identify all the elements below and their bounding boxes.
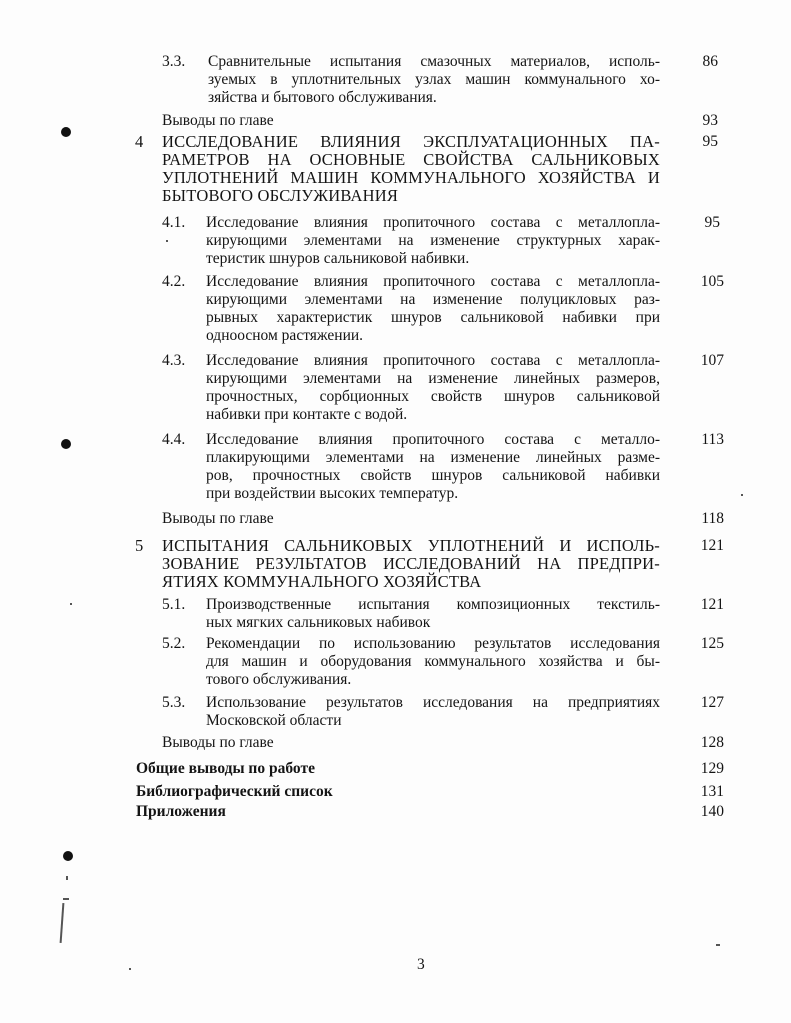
- section-number: 5.1.: [162, 596, 186, 613]
- scan-mark: [60, 903, 65, 943]
- page-ref: 128: [700, 734, 724, 751]
- chapter-title: ИССЛЕДОВАНИЕ ВЛИЯНИЯ ЭКСПЛУАТАЦИОННЫХ ПА- РАМЕТРОВ НА ОСНОВНЫЕ СВОЙСТВА САЛЬНИКОВЫХ УПЛОТНЕНИЙ МАШИН КОММУНАЛЬНОГО ХОЗЯЙСТВА И БЫТОВОГО ОБСЛУЖИВАНИЯ: [162, 132, 660, 205]
- conclusions-entry: Выводы по главе: [162, 112, 274, 129]
- section-title: Исследование влияния пропиточного состава с металлопла- кирующими элементами на изменение структурных харак- теристик шнуров сальниковой набивки.: [206, 214, 660, 267]
- page-ref: 140: [700, 803, 724, 820]
- page-ref: 105: [700, 273, 724, 290]
- section-title: Производственные испытания композиционных текстиль- ных мягких сальниковых набивок: [206, 596, 660, 631]
- page-ref: 129: [700, 760, 724, 777]
- chapter-number: 5: [135, 536, 144, 555]
- page-ref: 131: [700, 783, 724, 800]
- section-number: 4.3.: [162, 352, 186, 369]
- general-conclusions-entry: Общие выводы по работе: [136, 760, 315, 777]
- section-number: 5.3.: [162, 694, 186, 711]
- binder-hole-mark: [63, 851, 73, 861]
- section-number: 3.3.: [162, 53, 186, 70]
- conclusions-entry: Выводы по главе: [162, 734, 274, 751]
- chapter-number: 4: [135, 132, 144, 151]
- section-number: 4.2.: [162, 273, 186, 290]
- page-ref: 107: [700, 352, 724, 369]
- chapter-title: ИСПЫТАНИЯ САЛЬНИКОВЫХ УПЛОТНЕНИЙ И ИСПОЛЬ- ЗОВАНИЕ РЕЗУЛЬТАТОВ ИССЛЕДОВАНИЙ НА ПРЕДПРИ- ЯТИЯХ КОММУНАЛЬНОГО ХОЗЯЙСТВА: [162, 536, 660, 591]
- scan-speck: [166, 240, 168, 242]
- scan-speck: [129, 968, 131, 970]
- section-title: Исследование влияния пропиточного состава с металло- плакирующими элементами на изменение линейных разме- ров, прочностных свойств шнуров сальниковой набивки при воздействии высоких температур.: [206, 431, 660, 502]
- page-ref: 93: [702, 112, 718, 129]
- scan-speck: [70, 603, 72, 605]
- page-ref: 86: [702, 53, 718, 70]
- page-number: 3: [417, 956, 425, 973]
- appendices-entry: Приложения: [136, 803, 226, 820]
- binder-hole-mark: [61, 439, 71, 449]
- page-ref: 95: [704, 214, 720, 231]
- section-title: Сравнительные испытания смазочных материалов, исполь- зуемых в уплотнительных узлах машин коммунального хо- зяйства и бытового обслуживания.: [208, 53, 660, 106]
- page-ref: 113: [701, 431, 724, 448]
- page-ref: 125: [700, 635, 724, 652]
- section-title: Рекомендации по использованию результатов исследования для машин и оборудования коммунального хозяйства и бы- тового обслуживания.: [206, 635, 660, 688]
- bibliography-entry: Библиографический список: [136, 783, 333, 800]
- binder-hole-mark: [61, 127, 71, 137]
- page-ref: 95: [702, 133, 718, 150]
- page-ref: 121: [700, 537, 724, 554]
- section-title: Исследование влияния пропиточного состава с металлопла- кирующими элементами на изменение линейных размеров, прочностных, сорбционных свойств шнуров сальниковой набивки при контакте с водой.: [206, 352, 660, 423]
- scan-speck: [66, 876, 68, 880]
- conclusions-entry: Выводы по главе: [162, 510, 274, 527]
- section-number: 4.4.: [162, 431, 186, 448]
- page-ref: 121: [700, 596, 724, 613]
- section-title: Использование результатов исследования на предприятиях Московской области: [206, 694, 660, 729]
- page-ref: 127: [700, 694, 724, 711]
- page-ref: 118: [701, 510, 724, 527]
- section-title: Исследование влияния пропиточного состава с металлопла- кирующими элементами на изменение полуцикловых раз- рывных характеристик шнуров сальниковой набивки при одноосном растяжении.: [206, 273, 660, 344]
- scan-speck: [716, 944, 720, 946]
- scan-speck: [741, 494, 743, 496]
- section-number: 5.2.: [162, 635, 186, 652]
- section-number: 4.1.: [162, 214, 186, 231]
- scan-mark: [63, 898, 69, 900]
